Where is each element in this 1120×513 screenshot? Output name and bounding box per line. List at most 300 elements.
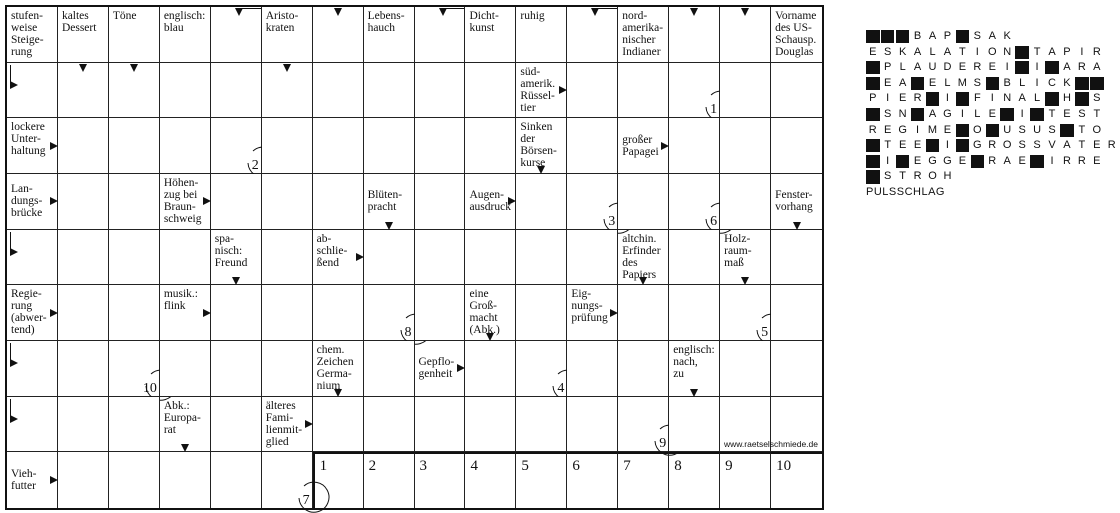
answer-cell[interactable]: [720, 341, 771, 397]
key-block: [1075, 92, 1089, 105]
answer-cell[interactable]: [669, 397, 720, 453]
clue-text: älteres Fami- lienmit- glied: [265, 399, 303, 448]
key-letter: H: [1062, 92, 1071, 105]
clue-text: Lan- dungs- brücke: [11, 183, 43, 220]
answer-cell[interactable]: [415, 174, 466, 230]
clue-cell: [211, 230, 262, 286]
answer-cell[interactable]: [160, 341, 211, 397]
solution-letter-box[interactable]: [618, 452, 669, 508]
key-letter: S: [884, 170, 892, 183]
answer-cell[interactable]: [567, 230, 618, 286]
answer-cell[interactable]: [720, 174, 771, 230]
answer-cell[interactable]: [465, 341, 516, 397]
clue-text: kaltes Dessert: [61, 10, 97, 34]
answer-cell[interactable]: [313, 63, 364, 119]
solution-key-row: [866, 155, 1120, 171]
clue-cell: [7, 7, 58, 63]
answer-cell[interactable]: [618, 63, 669, 119]
key-letter: O: [928, 170, 937, 183]
arrow-right-icon: [10, 81, 18, 89]
answer-cell[interactable]: [109, 230, 160, 286]
key-letter: I: [945, 92, 949, 105]
answer-cell[interactable]: [364, 341, 415, 397]
arrow-right-icon: [50, 476, 58, 484]
key-letter: R: [1077, 61, 1086, 74]
key-letter: R: [913, 170, 922, 183]
clue-text: eine Groß- macht (Abk.): [469, 288, 500, 337]
clue-text: Fenster- vorhang: [775, 189, 813, 214]
clue-text: englisch: blau: [163, 10, 206, 34]
solution-box-number: 1: [319, 458, 328, 475]
arrow-down-icon: [235, 8, 243, 16]
solution-circle-icon: [728, 300, 764, 336]
clue-cell: [313, 341, 364, 397]
arrow-right-icon: [10, 248, 18, 256]
key-letter: L: [929, 45, 936, 58]
clue-text: musik.: flink: [163, 288, 198, 313]
solution-letter-box[interactable]: [313, 452, 364, 508]
key-letter: R: [1092, 45, 1101, 58]
clue-text: Dicht- kunst: [469, 10, 499, 34]
key-letter: L: [1019, 76, 1026, 89]
key-letter: U: [928, 61, 937, 74]
key-letter: P: [1063, 45, 1071, 58]
arrow-right-icon: [203, 309, 211, 317]
key-letter: A: [1048, 45, 1056, 58]
answer-cell[interactable]: [567, 174, 618, 230]
answer-cell[interactable]: [109, 397, 160, 453]
answer-cell[interactable]: [109, 174, 160, 230]
answer-cell[interactable]: [618, 341, 669, 397]
solution-circle-icon: [575, 189, 611, 225]
answer-cell[interactable]: [58, 397, 109, 453]
answer-cell[interactable]: [7, 397, 58, 453]
key-letter: E: [1093, 139, 1101, 152]
key-letter: A: [913, 61, 922, 74]
key-letter: I: [1020, 107, 1024, 120]
answer-cell[interactable]: [211, 174, 262, 230]
answer-cell[interactable]: [669, 63, 720, 119]
solution-circle-icon: [677, 77, 713, 113]
key-block: [1015, 46, 1029, 59]
key-letter: E: [1063, 107, 1071, 120]
key-letter: T: [1093, 107, 1101, 120]
key-letter: E: [898, 92, 907, 105]
key-letter: P: [869, 92, 877, 105]
key-block: [866, 170, 880, 183]
arrow-right-icon: [559, 86, 567, 94]
key-block: [971, 155, 985, 168]
key-letter: C: [1048, 76, 1056, 89]
clue-text: Aristo- kraten: [265, 10, 299, 34]
clue-cell: [516, 7, 567, 63]
clue-cell: [465, 7, 516, 63]
answer-cell[interactable]: [364, 285, 415, 341]
arrow-down-icon: [793, 222, 801, 230]
solution-key-row: [866, 170, 1120, 186]
solution-circle-icon: [372, 300, 408, 336]
clue-cell: [7, 174, 58, 230]
arrow-right-icon: [508, 197, 516, 205]
answer-cell[interactable]: [516, 230, 567, 286]
answer-cell[interactable]: [771, 63, 822, 119]
arrow-right-icon: [356, 253, 364, 261]
answer-cell[interactable]: [465, 397, 516, 453]
clue-text: Holz- raum- maß: [724, 232, 752, 269]
answer-cell[interactable]: [415, 63, 466, 119]
key-letter: G: [898, 123, 907, 136]
answer-cell[interactable]: [720, 63, 771, 119]
answer-cell[interactable]: [58, 341, 109, 397]
answer-cell[interactable]: [211, 452, 262, 508]
key-letter: S: [1018, 123, 1026, 136]
key-letter: I: [1080, 45, 1084, 58]
answer-cell[interactable]: [262, 118, 313, 174]
solution-key: [866, 30, 1120, 186]
solution-box-number: 7: [623, 458, 631, 475]
solution-box-number: 8: [674, 458, 682, 475]
key-letter: R: [913, 92, 922, 105]
answer-cell[interactable]: [109, 285, 160, 341]
answer-cell[interactable]: [771, 230, 822, 286]
answer-cell[interactable]: [262, 230, 313, 286]
key-letter: M: [927, 123, 938, 136]
solution-index-number: 10: [142, 380, 157, 396]
key-block: [1045, 92, 1059, 105]
key-letter: K: [898, 45, 907, 58]
answer-cell[interactable]: [313, 118, 364, 174]
answer-cell[interactable]: [7, 63, 58, 119]
solution-circle-icon: [677, 189, 713, 225]
answer-cell[interactable]: [771, 285, 822, 341]
answer-cell[interactable]: [211, 7, 262, 63]
answer-cell[interactable]: [160, 63, 211, 119]
answer-cell[interactable]: [364, 397, 415, 453]
solution-box-number: 4: [470, 458, 478, 475]
solution-index-number: 1: [710, 102, 718, 118]
key-letter: G: [943, 107, 952, 120]
solution-key-row: [866, 77, 1120, 93]
answer-cell[interactable]: [415, 7, 466, 63]
answer-cell[interactable]: [58, 285, 109, 341]
solution-letter-box[interactable]: [771, 452, 822, 508]
clue-cell: [58, 7, 109, 63]
answer-cell[interactable]: [7, 230, 58, 286]
answer-cell[interactable]: [109, 452, 160, 508]
answer-cell[interactable]: [58, 230, 109, 286]
clue-cell: [771, 7, 822, 63]
key-letter: S: [1018, 139, 1026, 152]
key-letter: B: [913, 30, 922, 42]
key-block: [866, 155, 880, 168]
key-block: [926, 139, 940, 152]
key-letter: R: [988, 154, 997, 167]
clue-cell: [160, 285, 211, 341]
key-letter: A: [943, 45, 952, 58]
solution-letter-box[interactable]: [415, 452, 466, 508]
clue-text: lockere Unter- haltung: [11, 121, 46, 158]
solution-box-number: 9: [725, 458, 733, 475]
key-letter: I: [990, 92, 994, 105]
solution-letter-box[interactable]: [669, 452, 720, 508]
solution-index-number: 2: [251, 158, 259, 173]
answer-cell[interactable]: [516, 341, 567, 397]
answer-cell[interactable]: [109, 63, 160, 119]
answer-cell[interactable]: [109, 341, 160, 397]
clue-cell: [7, 452, 58, 508]
answer-cell[interactable]: [364, 230, 415, 286]
arrow-down-icon: [334, 8, 342, 16]
answer-cell[interactable]: [262, 174, 313, 230]
clue-cell: [415, 341, 466, 397]
answer-cell[interactable]: [58, 452, 109, 508]
key-letter: S: [973, 76, 981, 89]
key-block: [956, 92, 970, 105]
clue-cell: [618, 230, 669, 286]
answer-cell[interactable]: [465, 63, 516, 119]
solution-letter-box[interactable]: [364, 452, 415, 508]
clue-text: ruhig: [520, 10, 545, 22]
arrow-right-icon: [50, 142, 58, 150]
answer-cell[interactable]: [160, 452, 211, 508]
key-letter: P: [943, 30, 952, 42]
answer-cell[interactable]: [771, 118, 822, 174]
clue-text: Lebens- hauch: [367, 10, 405, 34]
solution-key-row: [866, 92, 1120, 108]
key-block: [911, 108, 925, 121]
key-letter: I: [916, 123, 920, 136]
key-letter: U: [1003, 123, 1012, 136]
solution-letter-box[interactable]: [516, 452, 567, 508]
answer-cell[interactable]: [262, 452, 313, 508]
answer-cell[interactable]: [720, 118, 771, 174]
clue-text: ab- schlie- ßend: [316, 232, 348, 269]
answer-cell[interactable]: [415, 230, 466, 286]
arrow-down-icon: [537, 166, 545, 174]
key-letter: K: [1003, 30, 1011, 42]
answer-cell[interactable]: [313, 7, 364, 63]
key-letter: R: [868, 123, 877, 136]
answer-cell[interactable]: [415, 285, 466, 341]
answer-cell[interactable]: [211, 397, 262, 453]
clue-text: nord- amerika- nischer Indianer: [622, 10, 664, 58]
key-letter: I: [945, 139, 949, 152]
key-letter: K: [1063, 76, 1071, 89]
answer-cell[interactable]: [313, 174, 364, 230]
key-letter: E: [958, 61, 967, 74]
key-letter: E: [1018, 154, 1026, 167]
answer-cell[interactable]: [516, 397, 567, 453]
key-letter: A: [913, 45, 922, 58]
arrow-right-icon: [457, 364, 465, 372]
answer-cell[interactable]: [669, 285, 720, 341]
answer-cell[interactable]: [618, 397, 669, 453]
arrow-right-icon: [50, 197, 58, 205]
clue-cell: [465, 285, 516, 341]
key-letter: T: [1033, 45, 1041, 58]
key-letter: S: [1078, 107, 1086, 120]
solution-circle-icon: [219, 133, 255, 169]
arrow-down-icon: [334, 389, 342, 397]
clue-text: Regie- rung (abwer- tend): [11, 288, 47, 337]
key-letter: N: [1003, 45, 1012, 58]
answer-cell[interactable]: [516, 285, 567, 341]
key-block: [866, 30, 880, 43]
clue-text: Vieh- futter: [11, 468, 37, 493]
answer-cell[interactable]: [58, 174, 109, 230]
answer-cell[interactable]: [211, 285, 262, 341]
answer-cell[interactable]: [669, 118, 720, 174]
arrow-down-icon: [232, 277, 240, 285]
answer-cell[interactable]: [669, 230, 720, 286]
arrow-down-icon: [130, 64, 138, 72]
key-block: [1015, 61, 1029, 74]
answer-cell[interactable]: [567, 397, 618, 453]
key-letter: E: [913, 154, 922, 167]
clue-cell: [567, 285, 618, 341]
answer-cell[interactable]: [211, 63, 262, 119]
answer-cell[interactable]: [669, 7, 720, 63]
answer-cell[interactable]: [58, 118, 109, 174]
answer-cell[interactable]: [516, 174, 567, 230]
arrow-down-icon: [439, 8, 447, 16]
solution-letter-box[interactable]: [720, 452, 771, 508]
clue-text: spa- nisch: Freund: [214, 232, 248, 269]
arrow-down-icon: [690, 389, 698, 397]
answer-cell[interactable]: [262, 341, 313, 397]
answer-cell[interactable]: [160, 230, 211, 286]
answer-cell[interactable]: [313, 285, 364, 341]
clue-cell: [720, 230, 771, 286]
clue-cell: [7, 118, 58, 174]
answer-cell[interactable]: [465, 230, 516, 286]
answer-cell[interactable]: [364, 63, 415, 119]
key-letter: E: [1093, 154, 1101, 167]
key-block: [1000, 108, 1014, 121]
key-letter: R: [1077, 154, 1086, 167]
solution-index-number: 8: [404, 325, 412, 340]
arrow-right-icon: [50, 309, 58, 317]
key-letter: S: [884, 107, 892, 120]
answer-cell[interactable]: [720, 7, 771, 63]
arrow-down-icon: [181, 444, 189, 452]
answer-cell[interactable]: [262, 285, 313, 341]
clue-text: Sinken der Börsen- kurse: [520, 121, 557, 170]
answer-cell[interactable]: [465, 118, 516, 174]
answer-cell[interactable]: [7, 341, 58, 397]
arrow-down-icon: [741, 277, 749, 285]
key-letter: I: [1035, 76, 1039, 89]
key-letter: E: [988, 61, 996, 74]
solution-key-row: [866, 46, 1120, 62]
answer-cell[interactable]: [771, 341, 822, 397]
answer-cell[interactable]: [669, 174, 720, 230]
arrow-down-icon: [741, 8, 749, 16]
arrow-down-icon: [639, 277, 647, 285]
key-letter: L: [944, 76, 951, 89]
key-letter: T: [1078, 123, 1086, 136]
clue-cell: [160, 397, 211, 453]
clue-text: großer Papagei: [622, 133, 659, 158]
key-letter: N: [1003, 92, 1012, 105]
clue-cell: [516, 63, 567, 119]
key-letter: A: [1018, 92, 1026, 105]
answer-cell[interactable]: [618, 174, 669, 230]
key-letter: E: [898, 139, 907, 152]
clue-text: chem. Zeichen Germa- nium: [316, 344, 354, 392]
answer-cell[interactable]: [567, 341, 618, 397]
solution-box-number: 5: [521, 458, 529, 475]
answer-cell[interactable]: [262, 63, 313, 119]
arrow-down-icon: [385, 222, 393, 230]
key-letter: S: [1033, 139, 1041, 152]
solution-index-number: 6: [710, 213, 718, 229]
key-letter: I: [960, 107, 964, 120]
answer-cell[interactable]: [567, 7, 618, 63]
key-letter: G: [928, 154, 937, 167]
solution-word-label: PULSSCHLAG: [866, 186, 945, 198]
arrow-down-icon: [591, 8, 599, 16]
answer-cell[interactable]: [58, 63, 109, 119]
clue-text: stufen- weise Steige- rung: [11, 10, 44, 58]
key-letter: E: [928, 76, 937, 89]
bent-arrow-icon: [595, 8, 617, 9]
answer-cell[interactable]: [567, 63, 618, 119]
answer-cell[interactable]: [211, 118, 262, 174]
key-letter: T: [1078, 139, 1086, 152]
clue-text: süd- amerik. Rüssel- tier: [520, 65, 556, 114]
key-letter: E: [988, 107, 996, 120]
answer-cell[interactable]: [723, 397, 822, 453]
solution-letter-box[interactable]: [567, 452, 618, 508]
key-letter: T: [1048, 107, 1056, 120]
solution-key-row: [866, 61, 1120, 77]
key-letter: A: [1063, 61, 1071, 74]
key-letter: S: [973, 30, 981, 42]
clue-text: Blüten- pracht: [367, 189, 403, 214]
clue-cell: [313, 230, 364, 286]
answer-cell[interactable]: [313, 397, 364, 453]
arrow-right-icon: [10, 359, 18, 367]
answer-cell[interactable]: [160, 118, 211, 174]
clue-cell: [160, 7, 211, 63]
key-letter: O: [1002, 139, 1012, 152]
answer-cell[interactable]: [211, 341, 262, 397]
key-letter: T: [959, 45, 966, 58]
solution-circle-icon: [524, 356, 560, 392]
answer-cell[interactable]: [618, 285, 669, 341]
answer-cell[interactable]: [720, 285, 771, 341]
answer-cell[interactable]: [109, 118, 160, 174]
key-letter: G: [943, 154, 952, 167]
key-block: [896, 155, 910, 168]
key-letter: U: [1033, 123, 1042, 136]
arrow-down-icon: [79, 64, 87, 72]
key-block: [1030, 155, 1044, 168]
answer-cell[interactable]: [415, 118, 466, 174]
clue-text: Eig- nungs- prüfung: [571, 288, 608, 325]
solution-letter-box[interactable]: [465, 452, 516, 508]
clue-text: englisch: nach, zu: [673, 344, 715, 380]
key-letter: P: [884, 61, 892, 74]
key-letter: I: [886, 92, 890, 105]
answer-cell[interactable]: [415, 397, 466, 453]
answer-cell[interactable]: [567, 118, 618, 174]
solution-index-number: 5: [761, 325, 769, 340]
bent-arrow-icon: [239, 8, 261, 9]
clue-text: Gepflo- genheit: [418, 356, 455, 381]
answer-cell[interactable]: [364, 118, 415, 174]
